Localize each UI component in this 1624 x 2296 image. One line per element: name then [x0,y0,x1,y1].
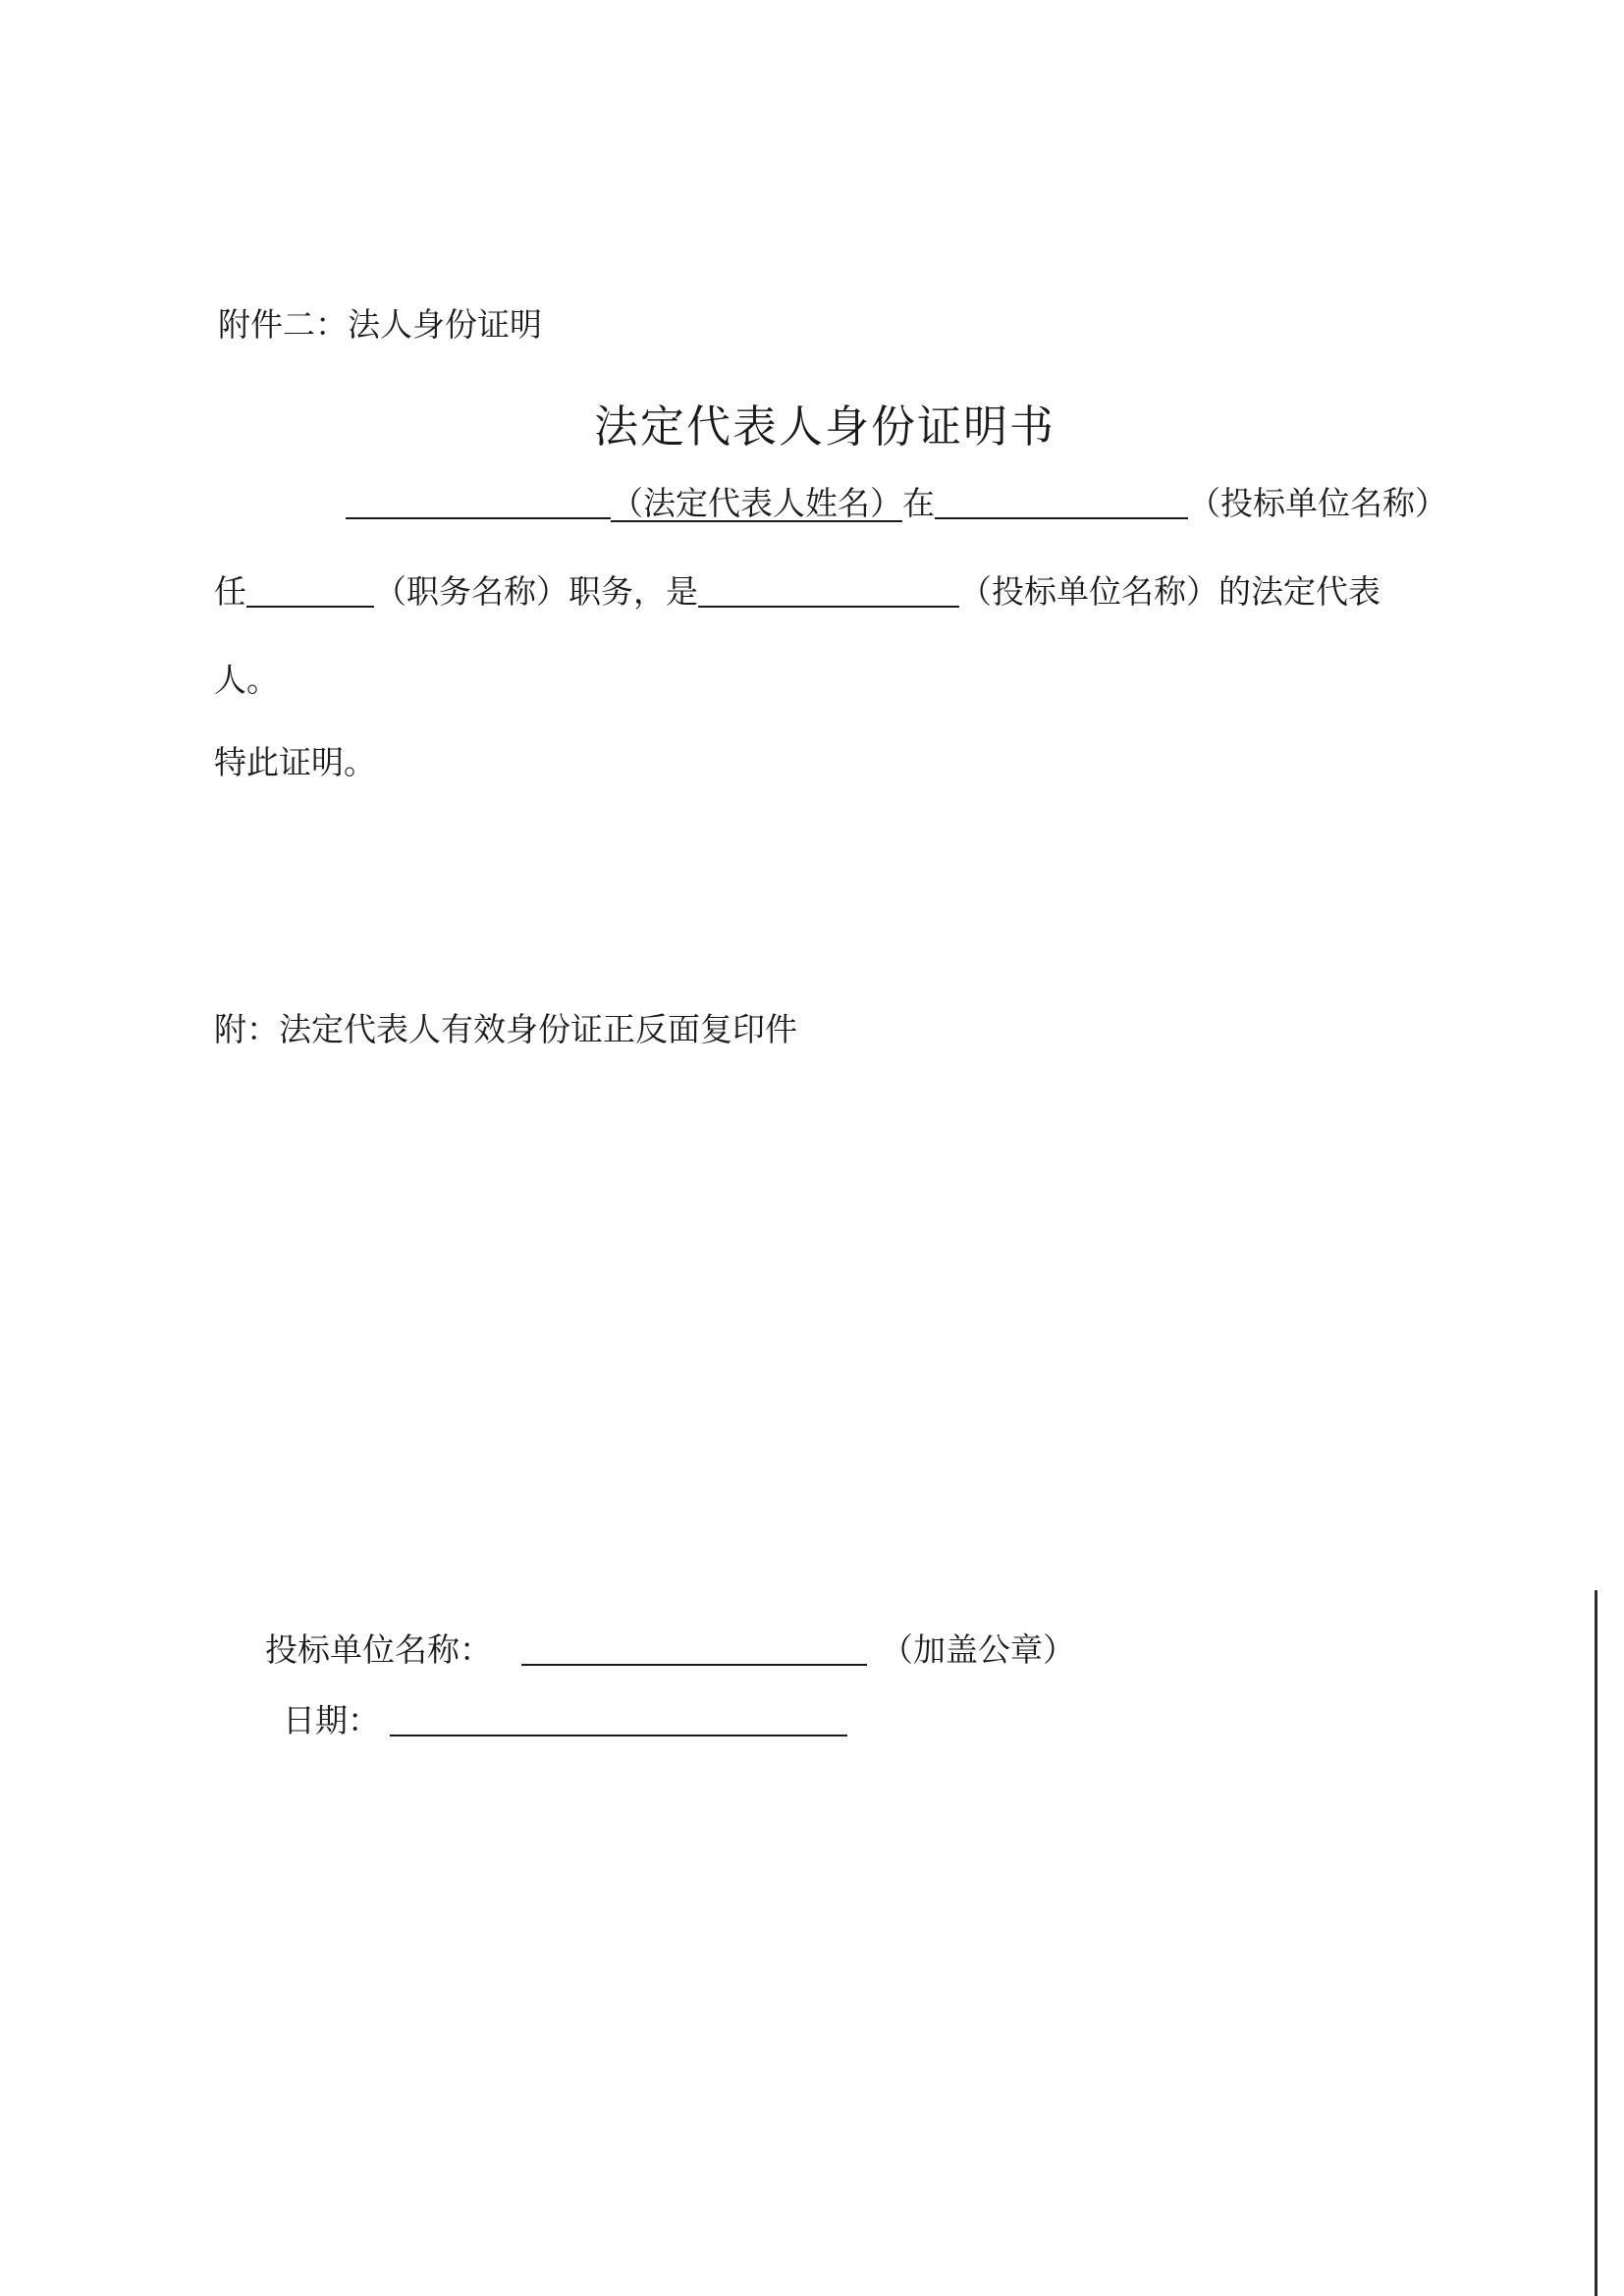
statement-line-2 [214,572,1380,611]
date-label: 日期： [283,1701,380,1739]
bidder-name-blank-1[interactable] [935,488,1188,519]
post-title-hint: （职务名称）职务，是 [374,572,698,611]
signature-unit-blank[interactable] [521,1634,867,1666]
statement-line-3: 人。 [214,661,279,699]
scan-edge-line [1595,1590,1597,2296]
seal-hint: （加盖公章） [881,1630,1075,1669]
certify-text: 特此证明。 [214,743,376,781]
at-word: 在 [902,484,935,522]
attachment-heading: 附件二：法人身份证明 [218,305,542,344]
document-title: 法定代表人身份证明书 [594,400,1056,453]
signature-date-row [283,1701,847,1739]
appendix-note: 附：法定代表人有效身份证正反面复印件 [214,1010,797,1048]
statement-line-1 [346,484,1447,522]
bidder-name-hint-1: （投标单位名称） [1188,484,1447,522]
signature-unit-row [265,1630,1075,1669]
post-prefix: 任 [214,572,246,611]
signature-date-blank[interactable] [390,1705,847,1736]
legal-rep-name-blank[interactable] [346,488,611,519]
bidder-name-blank-2[interactable] [698,576,959,608]
bidder-name-hint-2: （投标单位名称） [959,572,1218,611]
legal-rep-tail: 的法定代表 [1218,572,1380,611]
legal-rep-name-hint: （法定代表人姓名） [611,484,902,522]
unit-label: 投标单位名称： [265,1630,492,1669]
post-title-blank[interactable] [246,576,374,608]
